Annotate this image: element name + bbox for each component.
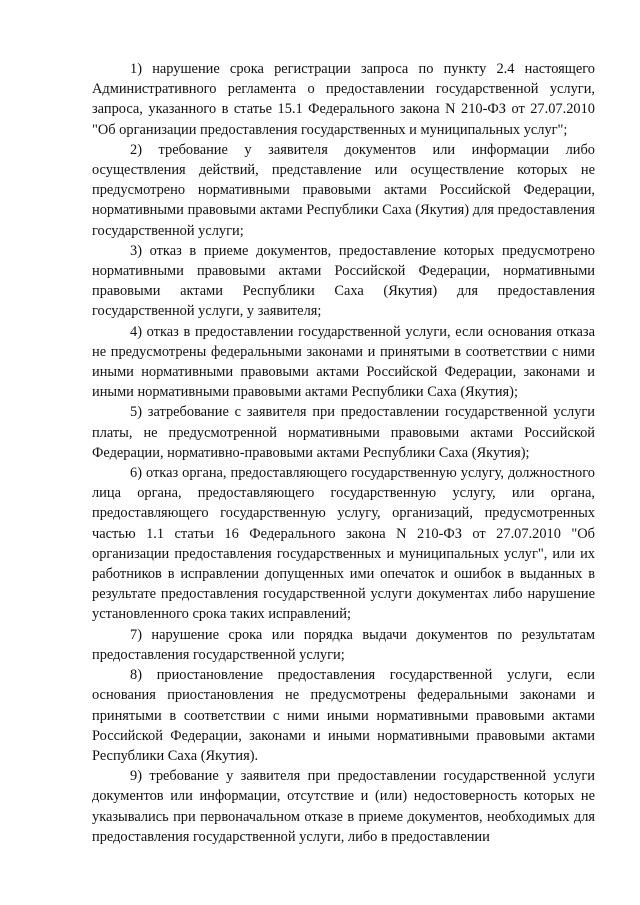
paragraph-item-6: 6) отказ органа, предоставляющего государственную услугу, должностного лица органа, предоставляющего государственную услугу, или органа, предоставляющего государственную услугу, организаций, предусмотренных частью 1.1 статьи 16 Федерального закона N 210-ФЗ от 27.07.2010 "Об организации предоставления государственных и муниципальных услуг", или их работников в исправлении допущенных ими опечаток и ошибок в выданных в результате предоставления государственной услуги документах либо нарушение установленного срока таких исправлений;	[92, 465, 595, 623]
paragraph-item-7: 7) нарушение срока или порядка выдачи документов по результатам предоставления государственной услуги;	[92, 626, 595, 663]
paragraph-item-9: 9) требование у заявителя при предоставлении государственной услуги документов или информации, отсутствие и (или) недостоверность которых не указывались при первоначальном отказе в приеме документов, необходимых для предоставления государственной услуги, либо в предоставлении	[92, 768, 595, 845]
paragraph-item-1: 1) нарушение срока регистрации запроса по пункту 2.4 настоящего Административного регламента о предоставлении государственной услуги, запроса, указанного в статье 15.1 Федерального закона N 210-ФЗ от 27.07.2010 "Об организации предоставления государственных и муниципальных услуг";	[92, 61, 595, 138]
paragraph-item-8: 8) приостановление предоставления государственной услуги, если основания приостановления не предусмотрены федеральными законами и принятыми в соответствии с ними иными нормативными правовыми актами Российской Федерации, законами и иными нормативными правовыми актами Республики Саха (Якутия).	[92, 667, 595, 764]
paragraph-item-5: 5) затребование с заявителя при предоставлении государственной услуги платы, не предусмотренной нормативными правовыми актами Российской Федерации, нормативно-правовыми актами Республики Саха (Якутия);	[92, 404, 595, 461]
paragraph-item-2: 2) требование у заявителя документов или информации либо осуществления действий, представление или осуществление которых не предусмотрено нормативными правовыми актами Российской Федерации, нормативными правовыми актами Республики Саха (Якутия) для предоставления государственной услуги;	[92, 141, 595, 239]
paragraph-item-3: 3) отказ в приеме документов, предоставление которых предусмотрено нормативными правовыми актами Российской Федерации, нормативными правовыми актами Республики Саха (Якутия) для предоставления государственной услуги, у заявителя;	[92, 242, 595, 320]
paragraph-item-4: 4) отказ в предоставлении государственной услуги, если основания отказа не предусмотрены федеральными законами и принятыми в соответствии с ними иными нормативными правовыми актами Российской Федерации, законами и иными нормативными правовыми актами Республики Саха (Якутия);	[92, 323, 595, 401]
document-page	[92, 59, 595, 847]
